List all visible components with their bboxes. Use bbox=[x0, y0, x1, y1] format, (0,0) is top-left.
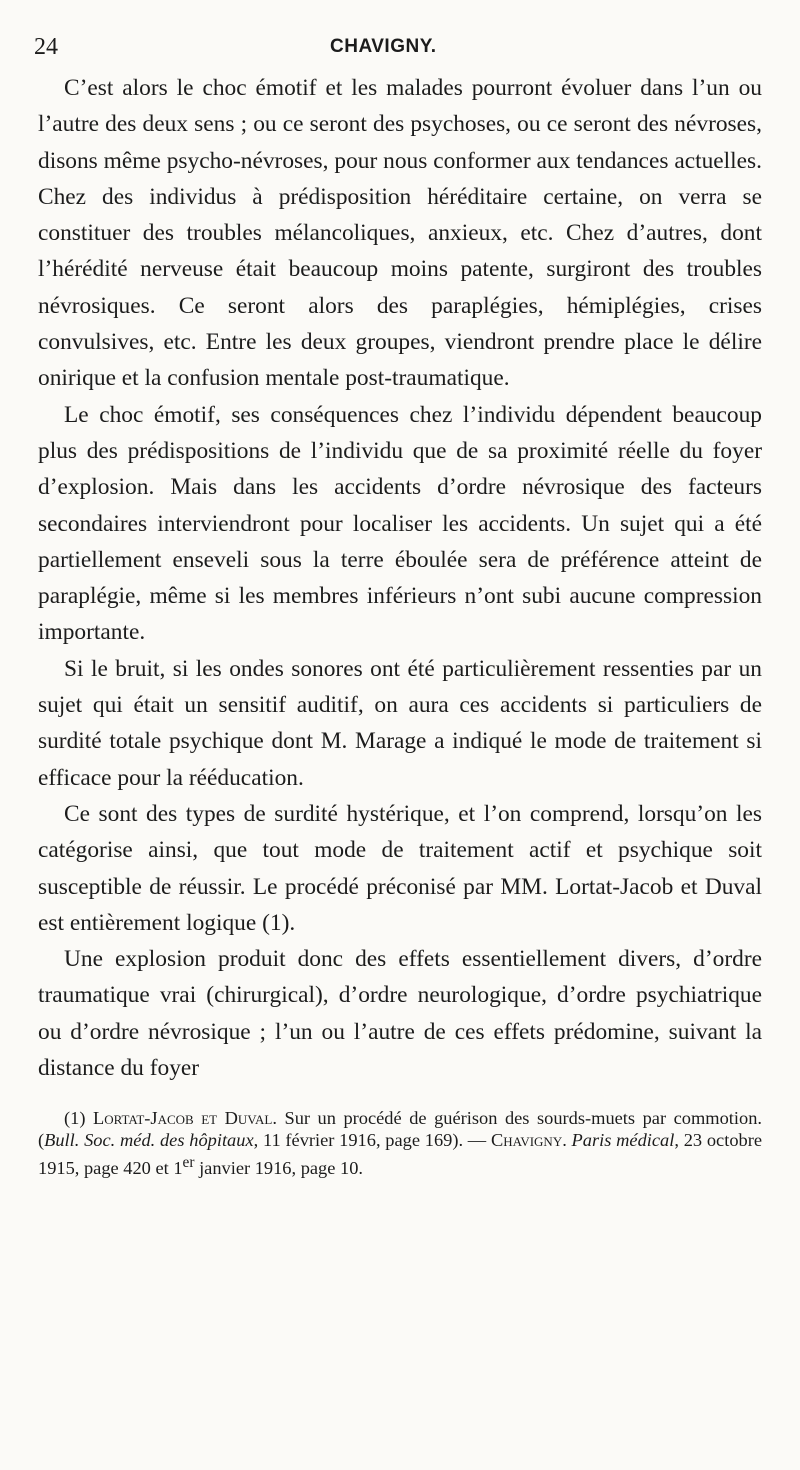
footnote-marker: (1) bbox=[64, 1108, 86, 1129]
paragraph-1: C’est alors le choc émotif et les malades pourront évoluer dans l’un ou l’autre des deux sens ; ou ce seront des psychoses, ou ce seront des névroses, disons même psycho-névroses, pour nous conformer aux tendances actuelles. Chez des individus à prédisposition héréditaire certaine, on verra se constituer des troubles mélancoliques, anxieux, etc. Chez d’autres, dont l’hérédité nerveuse était beaucoup moins patente, surgiront des troubles névrosiques. Ce seront alors des paraplégies, hémiplégies, crises convulsives, etc. Entre les deux groupes, viendront prendre place le délire onirique et la confusion mentale post-traumatique. bbox=[38, 75, 762, 392]
footnote-journal: Paris médical bbox=[571, 1129, 675, 1150]
footnote-superscript: er bbox=[182, 1153, 195, 1171]
paragraph-5: Une explosion produit donc des effets essentiellement divers, d’ordre traumatique vrai (chirurgical), d’ordre neurologique, d’ordre psychiatrique ou d’ordre névrosique ; l’un ou l’autre de ces effets prédomine, suivant la distance du foyer bbox=[38, 946, 762, 1082]
running-head bbox=[34, 30, 762, 64]
paragraph-2: Le choc émotif, ses conséquences chez l’individu dépendent beaucoup plus des prédispositions de l’individu que de sa proximité réelle du foyer d’explosion. Mais dans les accidents d’ordre névrosique des facteurs secondaires interviendront pour localiser les accidents. Un sujet qui a été partiellement enseveli sous la terre éboulée sera de préférence atteint de paraplégie, même si les membres inférieurs n’ont subi aucune compression importante. bbox=[38, 401, 762, 646]
page-number: 24 bbox=[34, 34, 58, 60]
footnote-text: , 23 octobre 1915, page 420 et 1 bbox=[38, 1129, 762, 1178]
footnote-journal: Bull. Soc. méd. des hôpitaux bbox=[44, 1129, 254, 1150]
book-page bbox=[34, 30, 762, 1450]
footnote-text: janvier 1916, page 10. bbox=[194, 1157, 364, 1178]
footnote-text: . Sur un procédé de guérison des sourds-muets par commotion. ( bbox=[38, 1108, 762, 1150]
footnote bbox=[38, 1108, 762, 1179]
footnote-text: . bbox=[562, 1129, 572, 1150]
paragraph-3: Si le bruit, si les ondes sonores ont été particulièrement ressenties par un sujet qui était un sensitif auditif, on aura ces accidents si particuliers de surdité totale psychique dont M. Marage a indiqué le mode de traitement si efficace pour la rééducation. bbox=[38, 655, 762, 791]
footnote-author: Chavigny bbox=[490, 1129, 563, 1150]
running-title: CHAVIGNY. bbox=[330, 36, 437, 57]
footnote-authors: Lortat-Jacob et Duval bbox=[92, 1108, 273, 1129]
paragraph-4: Ce sont des types de surdité hystérique, et l’on comprend, lorsqu’on les catégorise ainsi, que tout mode de traitement actif et psychique soit susceptible de réussir. Le procédé préconisé par MM. Lortat-Jacob et Duval est entièrement logique (1). bbox=[38, 800, 762, 936]
footnote-text: , 11 février 1916, page 169). — bbox=[253, 1129, 491, 1150]
body-text bbox=[38, 70, 762, 1086]
